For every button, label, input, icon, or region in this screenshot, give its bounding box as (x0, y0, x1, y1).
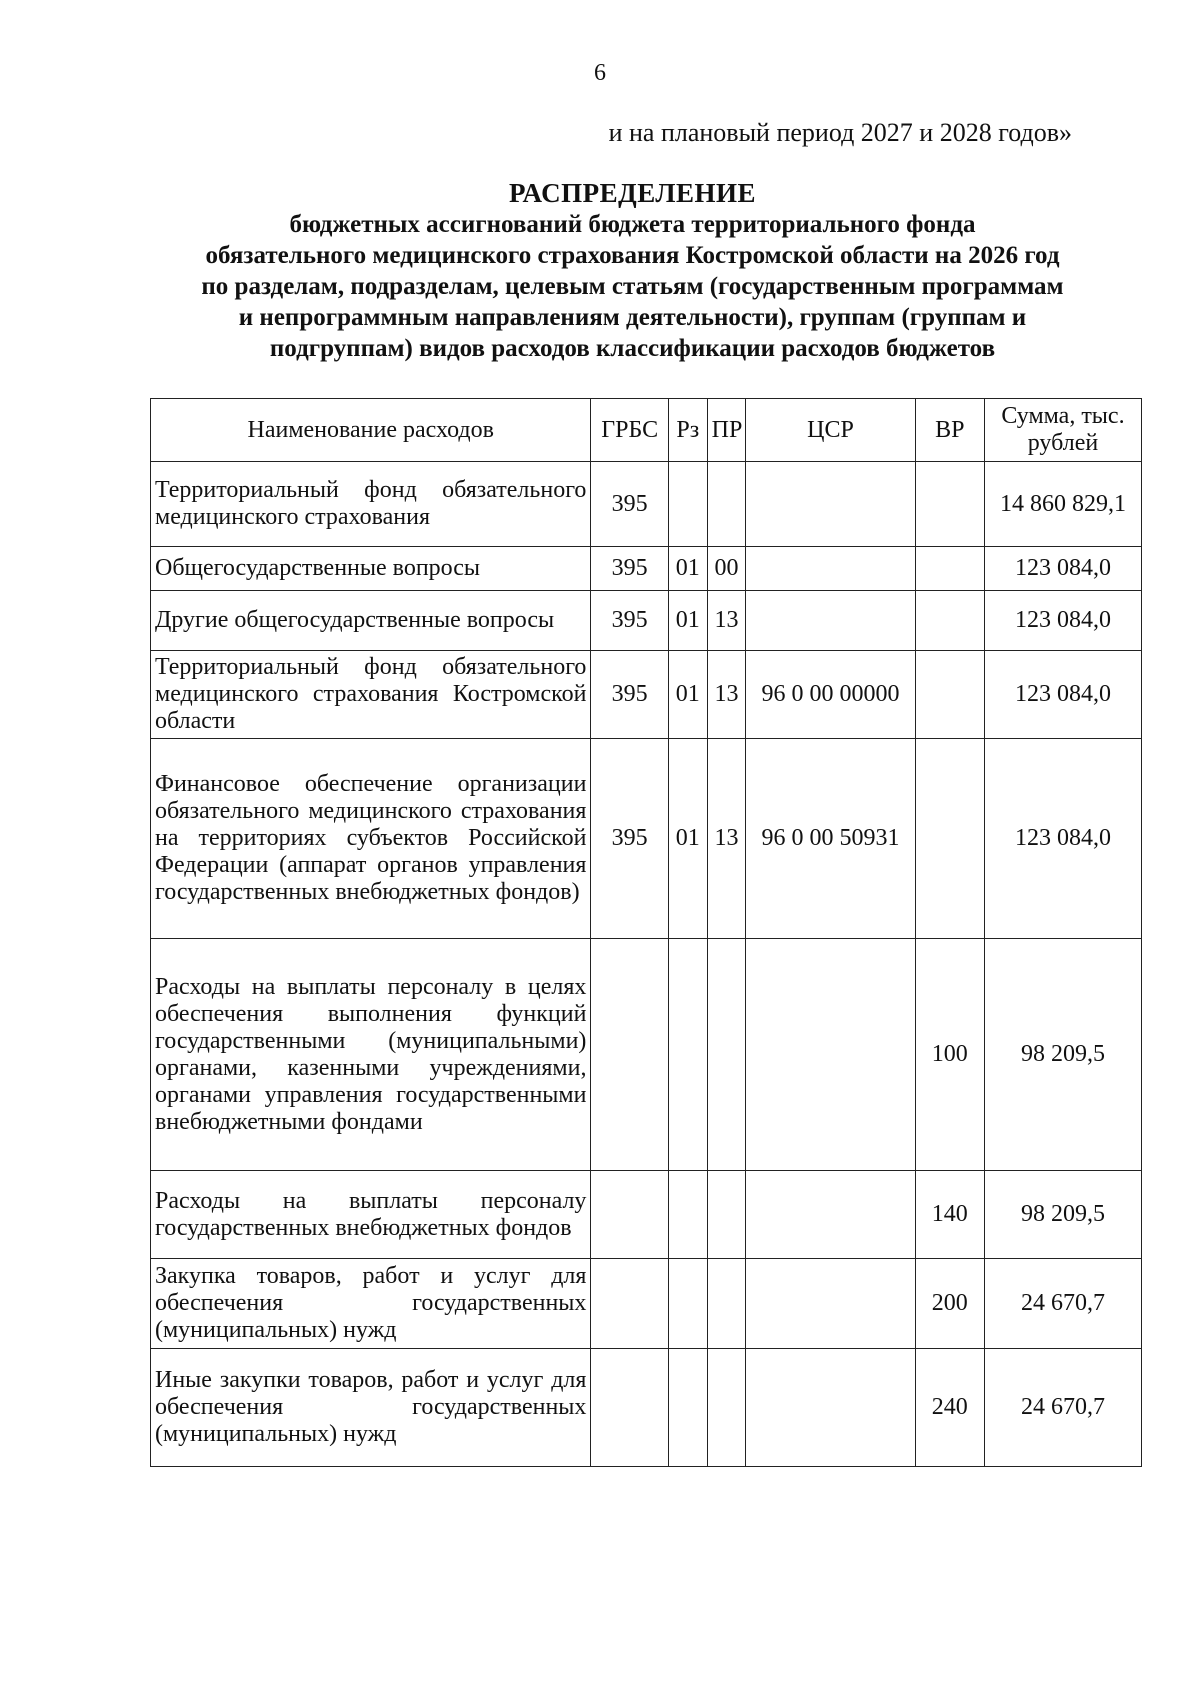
cell-vr: 140 (915, 1171, 984, 1259)
cell-vr: 200 (915, 1259, 984, 1349)
title-line: бюджетных ассигнований бюджета территориального фонда (289, 211, 976, 238)
cell-grbs: 395 (591, 739, 668, 939)
cell-pr: 13 (707, 739, 746, 939)
cell-csr (746, 462, 915, 547)
cell-csr (746, 591, 915, 651)
cell-vr (915, 462, 984, 547)
cell-csr (746, 939, 915, 1171)
cell-vr (915, 651, 984, 739)
cell-rz: 01 (668, 739, 707, 939)
table-row (151, 462, 1142, 547)
cell-pr (707, 939, 746, 1171)
title-line: по разделам, подразделам, целевым статьям (государственным программам (201, 273, 1064, 300)
table-row (151, 939, 1142, 1171)
budget-table (150, 398, 1142, 1467)
cell-grbs (591, 939, 668, 1171)
cell-rz (668, 1171, 707, 1259)
cell-sum: 123 084,0 (984, 591, 1141, 651)
cell-vr: 100 (915, 939, 984, 1171)
cell-pr (707, 462, 746, 547)
header-name: Наименование расходов (151, 399, 591, 462)
cell-csr: 96 0 00 00000 (746, 651, 915, 739)
table-row (151, 739, 1142, 939)
cell-name: Финансовое обеспечение организации обязательного медицинского страхования на территориях субъектов Российской Федерации (аппарат органов управления государственных внебюджетных фондов) (151, 739, 591, 939)
header-rz: Рз (668, 399, 707, 462)
cell-sum: 24 670,7 (984, 1349, 1141, 1467)
header-pr: ПР (707, 399, 746, 462)
cell-rz: 01 (668, 591, 707, 651)
cell-name: Иные закупки товаров, работ и услуг для обеспечения государственных (муниципальных) нужд (151, 1349, 591, 1467)
header-vr: ВР (915, 399, 984, 462)
table-row (151, 1171, 1142, 1259)
cell-name: Расходы на выплаты персоналу в целях обеспечения выполнения функций государственными (муниципальными) органами, казенными учреждениями, органами управления государственными внебюджетными фондами (151, 939, 591, 1171)
document-title (150, 178, 1115, 364)
cell-csr (746, 1349, 915, 1467)
title-main: РАСПРЕДЕЛЕНИЕ (508, 178, 757, 208)
cell-pr (707, 1259, 746, 1349)
cell-pr: 00 (707, 547, 746, 591)
table-header-row (151, 399, 1142, 462)
cell-rz (668, 1349, 707, 1467)
cell-name: Территориальный фонд обязательного медицинского страхования (151, 462, 591, 547)
cell-grbs (591, 1171, 668, 1259)
cell-pr: 13 (707, 651, 746, 739)
cell-name: Территориальный фонд обязательного медицинского страхования Костромской области (151, 651, 591, 739)
cell-pr (707, 1171, 746, 1259)
cell-pr: 13 (707, 591, 746, 651)
cell-name: Закупка товаров, работ и услуг для обеспечения государственных (муниципальных) нужд (151, 1259, 591, 1349)
page-number: 6 (594, 60, 606, 86)
cell-rz: 01 (668, 547, 707, 591)
title-line: подгруппам) видов расходов классификации расходов бюджетов (269, 335, 996, 362)
cell-csr (746, 1259, 915, 1349)
cell-grbs: 395 (591, 651, 668, 739)
header-csr: ЦСР (746, 399, 915, 462)
cell-csr: 96 0 00 50931 (746, 739, 915, 939)
continuation-line: и на плановый период 2027 и 2028 годов» (608, 118, 1072, 147)
cell-csr (746, 547, 915, 591)
cell-name: Расходы на выплаты персоналу государственных внебюджетных фондов (151, 1171, 591, 1259)
cell-grbs: 395 (591, 591, 668, 651)
header-sum: Сумма, тыс. рублей (984, 399, 1141, 462)
cell-rz: 01 (668, 651, 707, 739)
table-row (151, 1259, 1142, 1349)
cell-sum: 14 860 829,1 (984, 462, 1141, 547)
cell-sum: 24 670,7 (984, 1259, 1141, 1349)
cell-sum: 98 209,5 (984, 939, 1141, 1171)
table-row (151, 1349, 1142, 1467)
cell-vr (915, 547, 984, 591)
cell-grbs: 395 (591, 547, 668, 591)
title-line: и непрограммным направлениям деятельности), группам (группам и (238, 304, 1027, 331)
cell-csr (746, 1171, 915, 1259)
title-line: обязательного медицинского страхования Костромской области на 2026 год (205, 242, 1060, 269)
cell-grbs: 395 (591, 462, 668, 547)
cell-grbs (591, 1349, 668, 1467)
cell-sum: 123 084,0 (984, 739, 1141, 939)
cell-rz (668, 1259, 707, 1349)
cell-name: Общегосударственные вопросы (151, 547, 591, 591)
cell-sum: 98 209,5 (984, 1171, 1141, 1259)
cell-grbs (591, 1259, 668, 1349)
cell-pr (707, 1349, 746, 1467)
cell-vr: 240 (915, 1349, 984, 1467)
cell-name: Другие общегосударственные вопросы (151, 591, 591, 651)
table-row (151, 591, 1142, 651)
cell-vr (915, 591, 984, 651)
header-grbs: ГРБС (591, 399, 668, 462)
table-row (151, 651, 1142, 739)
cell-vr (915, 739, 984, 939)
cell-sum: 123 084,0 (984, 547, 1141, 591)
cell-sum: 123 084,0 (984, 651, 1141, 739)
cell-rz (668, 939, 707, 1171)
cell-rz (668, 462, 707, 547)
table-row (151, 547, 1142, 591)
